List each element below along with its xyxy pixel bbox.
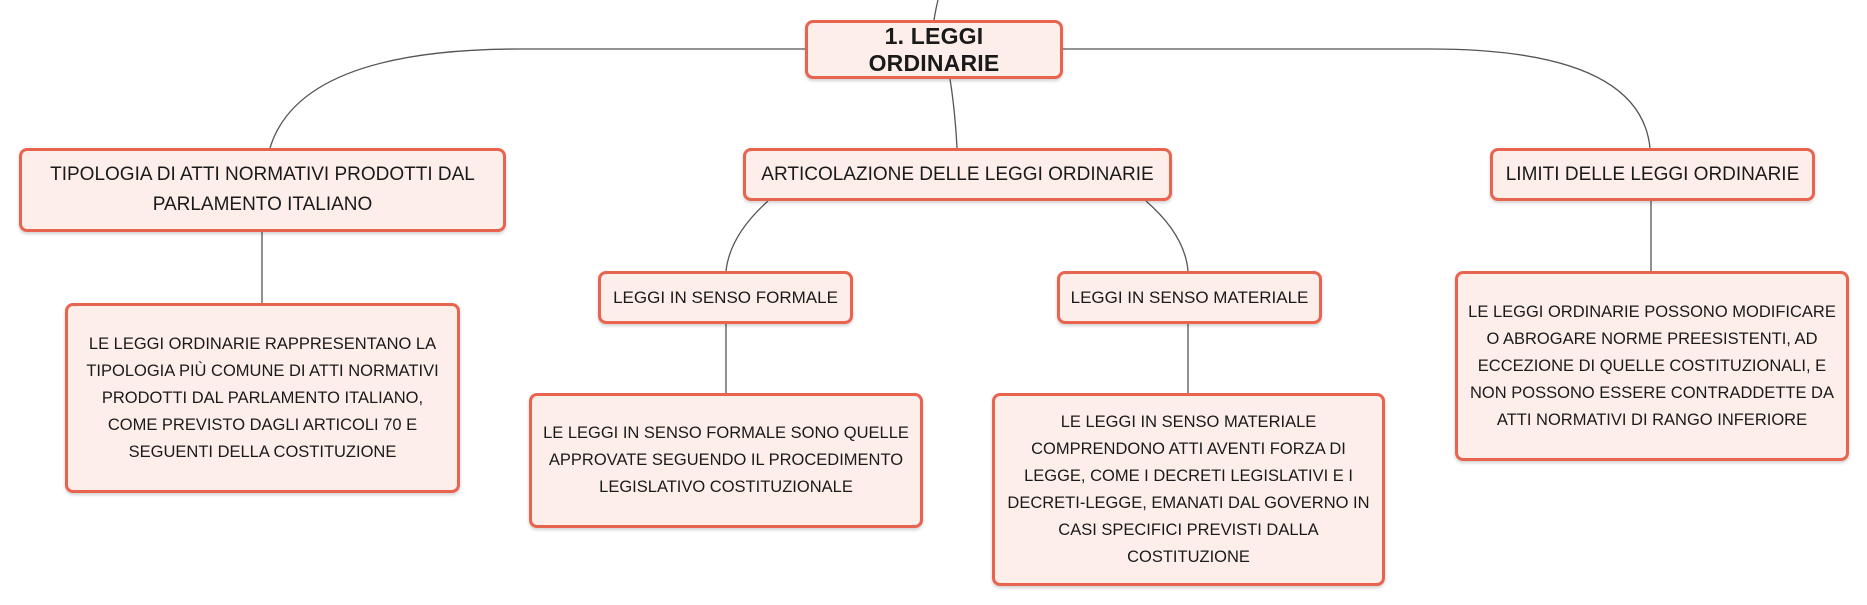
articolazione-node-label: ARTICOLAZIONE DELLE LEGGI ORDINARIE [761,163,1154,185]
connector-articolazione-materiale [1146,201,1188,271]
connector-root-articolazione [950,79,957,148]
limiti-node-label: LIMITI DELLE LEGGI ORDINARIE [1505,163,1800,185]
senso-formale-node-label: LEGGI IN SENSO FORMALE [613,287,838,307]
root-node-label: 1. LEGGI ORDINARIE [868,22,1000,76]
root-node[interactable] [805,20,1063,79]
senso-materiale-node-label: LEGGI IN SENSO MATERIALE [1070,287,1309,307]
tipologia-node[interactable] [19,148,506,232]
senso-formale-node[interactable] [598,271,853,324]
senso-materiale-description-node[interactable] [992,393,1385,586]
senso-formale-description-node[interactable] [529,393,923,528]
tipologia-node-label: TIPOLOGIA DI ATTI NORMATIVI PRODOTTI DAL PARLAMENTO ITALIANO [50,164,475,215]
connector-root-parent [934,0,938,20]
connector-root-tipologia [270,49,805,148]
tipologia-description-node[interactable] [65,303,460,493]
senso-materiale-description-text: LE LEGGI IN SENSO MATERIALE COMPRENDONO ATTI AVENTI FORZA DI LEGGE, COME I DECRETI LEGISLATIVI E I DECRETI-LEGGE, EMANATI DAL GOVERNO IN CASI SPECIFICI PREVISTI DALLA COSTITUZIONE [1007,412,1370,566]
senso-materiale-node[interactable] [1057,271,1322,324]
tipologia-description-text: LE LEGGI ORDINARIE RAPPRESENTANO LA TIPOLOGIA PIÙ COMUNE DI ATTI NORMATIVI PRODOTTI DAL PARLAMENTO ITALIANO, COME PREVISTO DAGLI ARTICOLI 70 E SEGUENTI DELLA COSTITUZIONE [86,334,439,461]
senso-formale-description-text: LE LEGGI IN SENSO FORMALE SONO QUELLE APPROVATE SEGUENDO IL PROCEDIMENTO LEGISLATIVO COSTITUZIONALE [543,424,909,496]
limiti-node[interactable] [1490,148,1815,201]
limiti-description-node[interactable] [1455,271,1849,461]
connector-root-limiti [1063,49,1650,148]
connector-articolazione-formale [726,201,768,271]
articolazione-node[interactable] [743,148,1172,201]
limiti-description-text: LE LEGGI ORDINARIE POSSONO MODIFICARE O ABROGARE NORME PREESISTENTI, AD ECCEZIONE DI QUELLE COSTITUZIONALI, E NON POSSONO ESSERE CONTRADDETTE DA ATTI NORMATIVI DI RANGO INFERIORE [1468,302,1836,429]
